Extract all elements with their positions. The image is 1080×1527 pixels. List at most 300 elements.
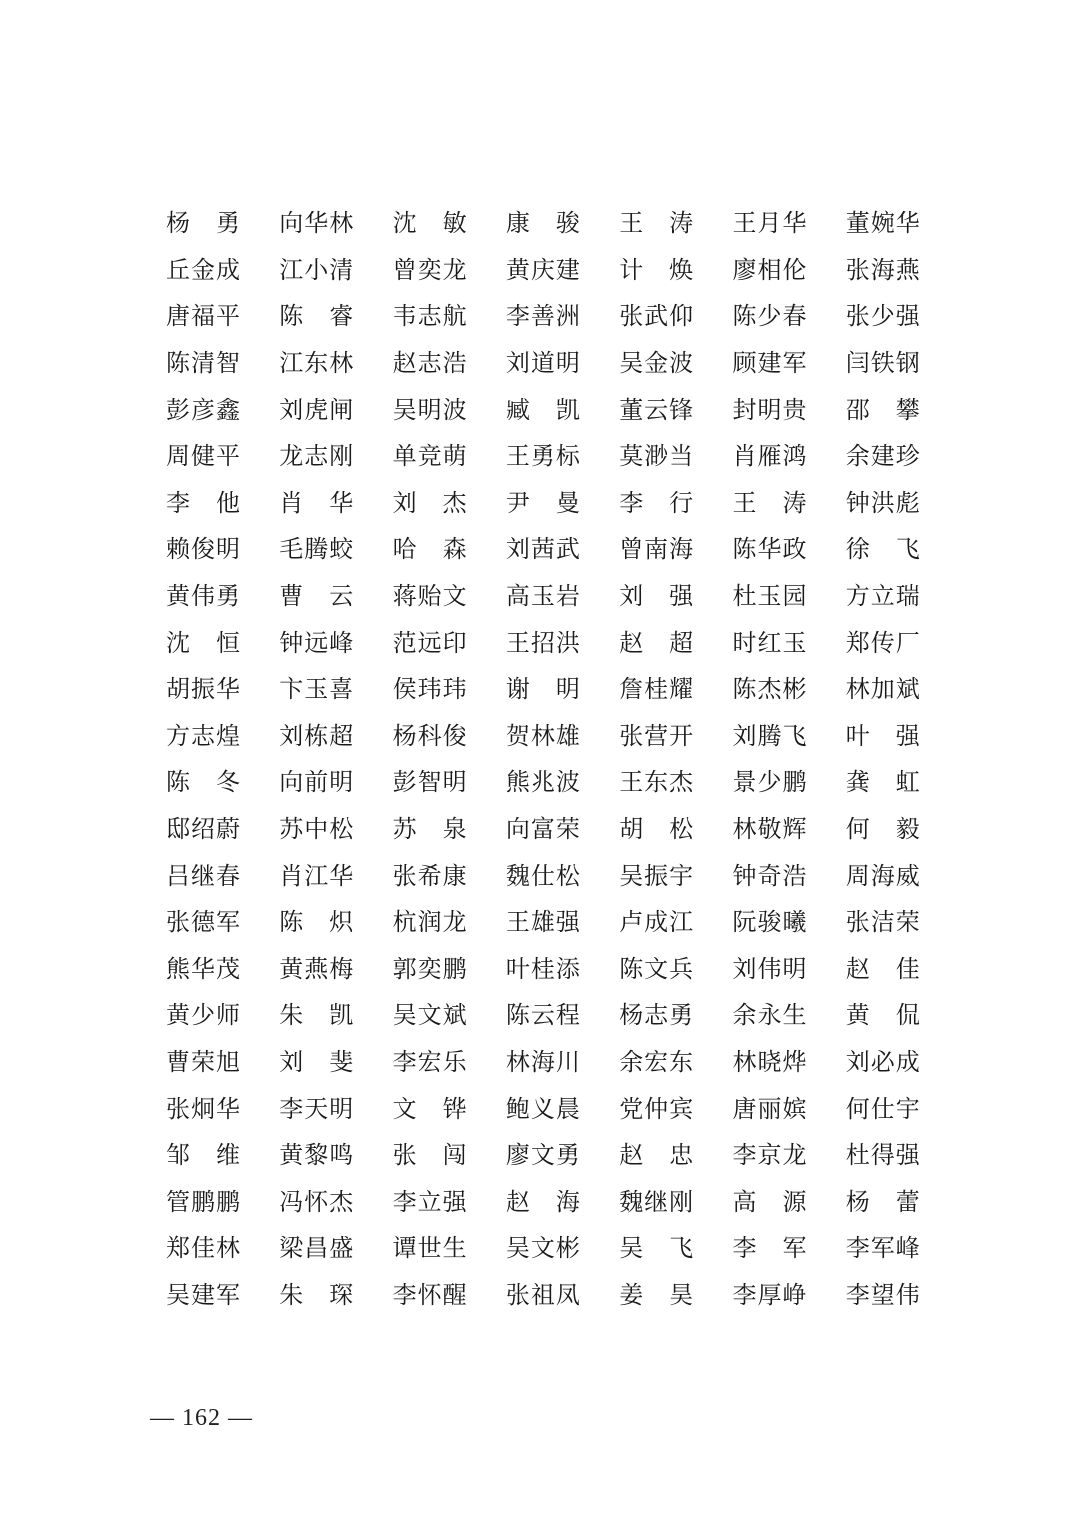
person-name: 向华林 (279, 209, 354, 238)
person-name: 余宏东 (619, 1047, 694, 1076)
name-cell (279, 716, 392, 756)
person-name: 王 涛 (732, 488, 807, 517)
person-name: 陈华政 (732, 535, 807, 564)
name-cell (393, 390, 506, 430)
person-name: 杜得强 (845, 1141, 920, 1170)
person-name: 李京龙 (732, 1141, 807, 1170)
name-cell (619, 1275, 732, 1315)
person-name: 曾奕龙 (392, 255, 467, 284)
person-name: 张 闯 (392, 1141, 467, 1170)
name-cell (846, 856, 959, 896)
person-name: 刘腾飞 (732, 721, 807, 750)
name-cell (166, 856, 279, 896)
name-cell (619, 902, 732, 942)
name-cell (393, 949, 506, 989)
person-name: 邸绍蔚 (166, 815, 240, 844)
name-cell (619, 623, 732, 663)
person-name: 吴明波 (392, 395, 467, 424)
person-name: 高玉岩 (505, 582, 580, 611)
person-name: 杨科俊 (392, 721, 467, 750)
name-cell (619, 1182, 732, 1222)
person-name: 余永生 (732, 1001, 807, 1030)
person-name: 熊华茂 (166, 954, 240, 983)
person-name: 张洁荣 (845, 908, 920, 937)
name-cell (619, 716, 732, 756)
name-cell (846, 1275, 959, 1315)
name-cell (732, 856, 845, 896)
name-cell (732, 390, 845, 430)
person-name: 刘 斐 (279, 1047, 354, 1076)
name-row (166, 1272, 926, 1319)
name-cell (393, 529, 506, 569)
person-name: 赵 海 (505, 1187, 580, 1216)
name-cell (166, 296, 279, 336)
person-name: 向前明 (279, 768, 354, 797)
name-cell (846, 809, 959, 849)
person-name: 江东林 (279, 349, 354, 378)
name-cell (279, 856, 392, 896)
name-cell (279, 1275, 392, 1315)
name-cell (393, 343, 506, 383)
person-name: 贺林雄 (505, 721, 580, 750)
person-name: 康 骏 (505, 209, 580, 238)
name-cell (506, 1042, 619, 1082)
name-row (166, 759, 926, 806)
name-cell (732, 529, 845, 569)
name-cell (166, 1228, 279, 1268)
name-cell (506, 390, 619, 430)
person-name: 赵 忠 (619, 1141, 694, 1170)
name-cell (393, 902, 506, 942)
name-cell (846, 995, 959, 1035)
name-cell (506, 762, 619, 802)
person-name: 杭润龙 (392, 908, 467, 937)
person-name: 詹桂耀 (619, 675, 694, 704)
person-name: 叶桂添 (505, 954, 580, 983)
name-row (166, 340, 926, 387)
person-name: 顾建军 (732, 349, 807, 378)
name-cell (166, 1275, 279, 1315)
name-row (166, 1039, 926, 1086)
person-name: 莫渺当 (619, 442, 694, 471)
name-cell (393, 1089, 506, 1129)
person-name: 胡 松 (619, 815, 694, 844)
person-name: 李军峰 (845, 1234, 920, 1263)
name-cell (166, 1042, 279, 1082)
name-cell (732, 1228, 845, 1268)
person-name: 刘伟明 (732, 954, 807, 983)
person-name: 熊兆波 (505, 768, 580, 797)
name-cell (393, 716, 506, 756)
name-cell (506, 436, 619, 476)
name-cell (619, 203, 732, 243)
name-cell (619, 576, 732, 616)
name-cell (166, 623, 279, 663)
person-name: 臧 凯 (505, 395, 580, 424)
name-cell (506, 949, 619, 989)
name-cell (846, 1089, 959, 1129)
name-cell (279, 343, 392, 383)
person-name: 肖江华 (279, 861, 354, 890)
name-cell (619, 343, 732, 383)
person-name: 吴 飞 (619, 1234, 694, 1263)
person-name: 刘茜武 (505, 535, 580, 564)
person-name: 董婉华 (845, 209, 920, 238)
name-cell (732, 250, 845, 290)
person-name: 文 铧 (392, 1094, 467, 1123)
name-cell (619, 1042, 732, 1082)
name-cell (279, 762, 392, 802)
person-name: 张武仰 (619, 302, 694, 331)
name-cell (166, 809, 279, 849)
name-cell (506, 483, 619, 523)
person-name: 王招洪 (505, 628, 580, 657)
person-name: 景少鹏 (732, 768, 807, 797)
person-name: 何 毅 (845, 815, 920, 844)
name-cell (846, 296, 959, 336)
name-cell (732, 995, 845, 1035)
person-name: 张德军 (166, 908, 240, 937)
name-cell (619, 250, 732, 290)
person-name: 赖俊明 (166, 535, 240, 564)
page-number: — 162 — (150, 1405, 253, 1431)
name-cell (846, 1135, 959, 1175)
name-cell (506, 343, 619, 383)
name-cell (506, 669, 619, 709)
person-name: 尹 曼 (505, 488, 580, 517)
name-cell (846, 436, 959, 476)
name-cell (279, 436, 392, 476)
person-name: 李怀醒 (392, 1280, 467, 1309)
person-name: 肖 华 (279, 488, 354, 517)
person-name: 王月华 (732, 209, 807, 238)
name-cell (393, 250, 506, 290)
person-name: 吴文斌 (392, 1001, 467, 1030)
name-cell (732, 762, 845, 802)
person-name: 时红玉 (732, 628, 807, 657)
name-row (166, 247, 926, 294)
person-name: 邹 维 (166, 1141, 240, 1170)
name-cell (732, 1089, 845, 1129)
person-name: 郑传厂 (845, 628, 920, 657)
person-name: 陈 睿 (279, 302, 354, 331)
person-name: 张希康 (392, 861, 467, 890)
name-cell (846, 576, 959, 616)
name-cell (506, 1089, 619, 1129)
person-name: 单竞萌 (392, 442, 467, 471)
name-cell (393, 1228, 506, 1268)
name-cell (279, 203, 392, 243)
person-name: 黄庆建 (505, 255, 580, 284)
person-name: 唐福平 (166, 302, 240, 331)
name-row (166, 1178, 926, 1225)
name-cell (166, 529, 279, 569)
name-cell (619, 995, 732, 1035)
person-name: 吕继春 (166, 861, 240, 890)
person-name: 魏继刚 (619, 1187, 694, 1216)
person-name: 李 他 (166, 488, 240, 517)
name-cell (619, 856, 732, 896)
person-name: 郑佳林 (166, 1234, 240, 1263)
person-name: 陈云程 (505, 1001, 580, 1030)
person-name: 哈 森 (392, 535, 467, 564)
name-cell (619, 529, 732, 569)
name-cell (506, 203, 619, 243)
person-name: 梁昌盛 (279, 1234, 354, 1263)
name-cell (732, 1275, 845, 1315)
person-name: 毛腾蛟 (279, 535, 354, 564)
person-name: 卞玉喜 (279, 675, 354, 704)
name-cell (279, 1089, 392, 1129)
name-cell (732, 1182, 845, 1222)
name-cell (846, 529, 959, 569)
person-name: 丘金成 (166, 255, 240, 284)
name-cell (506, 1275, 619, 1315)
person-name: 刘栋超 (279, 721, 354, 750)
name-cell (506, 1182, 619, 1222)
name-cell (506, 902, 619, 942)
name-row (166, 992, 926, 1039)
name-cell (166, 1089, 279, 1129)
person-name: 曹 云 (279, 582, 354, 611)
person-name: 李 行 (619, 488, 694, 517)
person-name: 韦志航 (392, 302, 467, 331)
name-cell (846, 949, 959, 989)
person-name: 钟洪彪 (845, 488, 920, 517)
person-name: 陈清智 (166, 349, 240, 378)
person-name: 侯玮玮 (392, 675, 467, 704)
name-row (166, 946, 926, 993)
name-cell (846, 343, 959, 383)
person-name: 赵 超 (619, 628, 694, 657)
name-cell (619, 949, 732, 989)
person-name: 李立强 (392, 1187, 467, 1216)
person-name: 杜玉园 (732, 582, 807, 611)
name-cell (732, 483, 845, 523)
name-cell (506, 623, 619, 663)
name-cell (279, 1228, 392, 1268)
name-row (166, 713, 926, 760)
person-name: 王东杰 (619, 768, 694, 797)
name-cell (619, 1135, 732, 1175)
person-name: 肖雁鸿 (732, 442, 807, 471)
name-cell (393, 1042, 506, 1082)
name-cell (393, 296, 506, 336)
name-cell (393, 762, 506, 802)
name-cell (166, 203, 279, 243)
name-cell (166, 250, 279, 290)
name-cell (846, 203, 959, 243)
person-name: 王 涛 (619, 209, 694, 238)
name-cell (506, 716, 619, 756)
person-name: 谭世生 (392, 1234, 467, 1263)
person-name: 王勇标 (505, 442, 580, 471)
person-name: 杨 勇 (166, 209, 240, 238)
name-cell (846, 250, 959, 290)
person-name: 张海燕 (845, 255, 920, 284)
person-name: 李 军 (732, 1234, 807, 1263)
name-cell (732, 949, 845, 989)
name-row (166, 806, 926, 853)
person-name: 王雄强 (505, 908, 580, 937)
name-cell (166, 669, 279, 709)
name-cell (732, 902, 845, 942)
name-cell (393, 809, 506, 849)
person-name: 张祖凤 (505, 1280, 580, 1309)
person-name: 沈 敏 (392, 209, 467, 238)
person-name: 刘虎闸 (279, 395, 354, 424)
name-cell (732, 576, 845, 616)
person-name: 党仲宾 (619, 1094, 694, 1123)
name-cell (166, 762, 279, 802)
person-name: 蒋贻文 (392, 582, 467, 611)
person-name: 赵 佳 (845, 954, 920, 983)
name-cell (619, 390, 732, 430)
person-name: 刘 强 (619, 582, 694, 611)
name-row (166, 480, 926, 527)
name-cell (732, 716, 845, 756)
name-cell (393, 995, 506, 1035)
name-cell (732, 343, 845, 383)
name-cell (619, 483, 732, 523)
name-cell (846, 762, 959, 802)
name-cell (166, 436, 279, 476)
person-name: 林晓烨 (732, 1047, 807, 1076)
name-cell (506, 1135, 619, 1175)
name-cell (506, 1228, 619, 1268)
name-cell (393, 669, 506, 709)
person-name: 曹荣旭 (166, 1047, 240, 1076)
name-cell (279, 1182, 392, 1222)
name-cell (506, 576, 619, 616)
person-name: 李望伟 (845, 1280, 920, 1309)
person-name: 黄黎鸣 (279, 1141, 354, 1170)
name-row (166, 200, 926, 247)
name-cell (619, 762, 732, 802)
person-name: 廖文勇 (505, 1141, 580, 1170)
person-name: 沈 恒 (166, 628, 240, 657)
name-cell (166, 995, 279, 1035)
person-name: 高 源 (732, 1187, 807, 1216)
person-name: 徐 飞 (845, 535, 920, 564)
person-name: 吴振宇 (619, 861, 694, 890)
person-name: 邵 攀 (845, 395, 920, 424)
name-cell (619, 1089, 732, 1129)
name-cell (393, 856, 506, 896)
name-cell (506, 296, 619, 336)
person-name: 廖相伦 (732, 255, 807, 284)
name-row (166, 1225, 926, 1272)
name-cell (279, 483, 392, 523)
name-cell (732, 1042, 845, 1082)
name-row (166, 433, 926, 480)
name-cell (166, 390, 279, 430)
person-name: 李善洲 (505, 302, 580, 331)
name-row (166, 1132, 926, 1179)
person-name: 范远印 (392, 628, 467, 657)
name-cell (279, 529, 392, 569)
person-name: 张营开 (619, 721, 694, 750)
person-name: 周健平 (166, 442, 240, 471)
person-name: 陈 冬 (166, 768, 240, 797)
person-name: 胡振华 (166, 675, 240, 704)
name-cell (732, 1135, 845, 1175)
person-name: 林敬辉 (732, 815, 807, 844)
name-cell (506, 995, 619, 1035)
person-name: 林海川 (505, 1047, 580, 1076)
name-cell (166, 716, 279, 756)
name-row (166, 899, 926, 946)
person-name: 杨 蕾 (845, 1187, 920, 1216)
person-name: 封明贵 (732, 395, 807, 424)
person-name: 林加斌 (845, 675, 920, 704)
person-name: 董云锋 (619, 395, 694, 424)
name-cell (393, 1135, 506, 1175)
name-cell (166, 1182, 279, 1222)
name-cell (619, 809, 732, 849)
name-cell (279, 669, 392, 709)
person-name: 黄 侃 (845, 1001, 920, 1030)
person-name: 彭彦鑫 (166, 395, 240, 424)
name-cell (279, 809, 392, 849)
person-name: 郭奕鹏 (392, 954, 467, 983)
person-name: 叶 强 (845, 721, 920, 750)
name-cell (846, 902, 959, 942)
person-name: 曾南海 (619, 535, 694, 564)
person-name: 杨志勇 (619, 1001, 694, 1030)
name-row (166, 573, 926, 620)
person-name: 黄伟勇 (166, 582, 240, 611)
name-list-grid (166, 200, 926, 1318)
person-name: 张炯华 (166, 1094, 240, 1123)
person-name: 刘 杰 (392, 488, 467, 517)
name-cell (846, 1042, 959, 1082)
name-row (166, 526, 926, 573)
name-cell (846, 716, 959, 756)
name-cell (279, 623, 392, 663)
person-name: 张少强 (845, 302, 920, 331)
person-name: 管鹏鹏 (166, 1187, 240, 1216)
name-cell (846, 1228, 959, 1268)
name-cell (393, 436, 506, 476)
person-name: 陈少春 (732, 302, 807, 331)
name-row (166, 666, 926, 713)
name-cell (619, 669, 732, 709)
person-name: 苏 泉 (392, 815, 467, 844)
name-cell (166, 949, 279, 989)
person-name: 赵志浩 (392, 349, 467, 378)
name-cell (506, 809, 619, 849)
name-cell (393, 623, 506, 663)
name-row (166, 619, 926, 666)
name-row (166, 852, 926, 899)
name-cell (166, 483, 279, 523)
person-name: 朱 凯 (279, 1001, 354, 1030)
person-name: 龙志刚 (279, 442, 354, 471)
person-name: 龚 虹 (845, 768, 920, 797)
name-cell (846, 1182, 959, 1222)
person-name: 计 焕 (619, 255, 694, 284)
person-name: 阮骏曦 (732, 908, 807, 937)
person-name: 鲍义晨 (505, 1094, 580, 1123)
person-name: 刘道明 (505, 349, 580, 378)
person-name: 姜 昊 (619, 1280, 694, 1309)
name-cell (846, 623, 959, 663)
person-name: 吴金波 (619, 349, 694, 378)
name-cell (279, 576, 392, 616)
name-cell (846, 390, 959, 430)
name-cell (732, 296, 845, 336)
